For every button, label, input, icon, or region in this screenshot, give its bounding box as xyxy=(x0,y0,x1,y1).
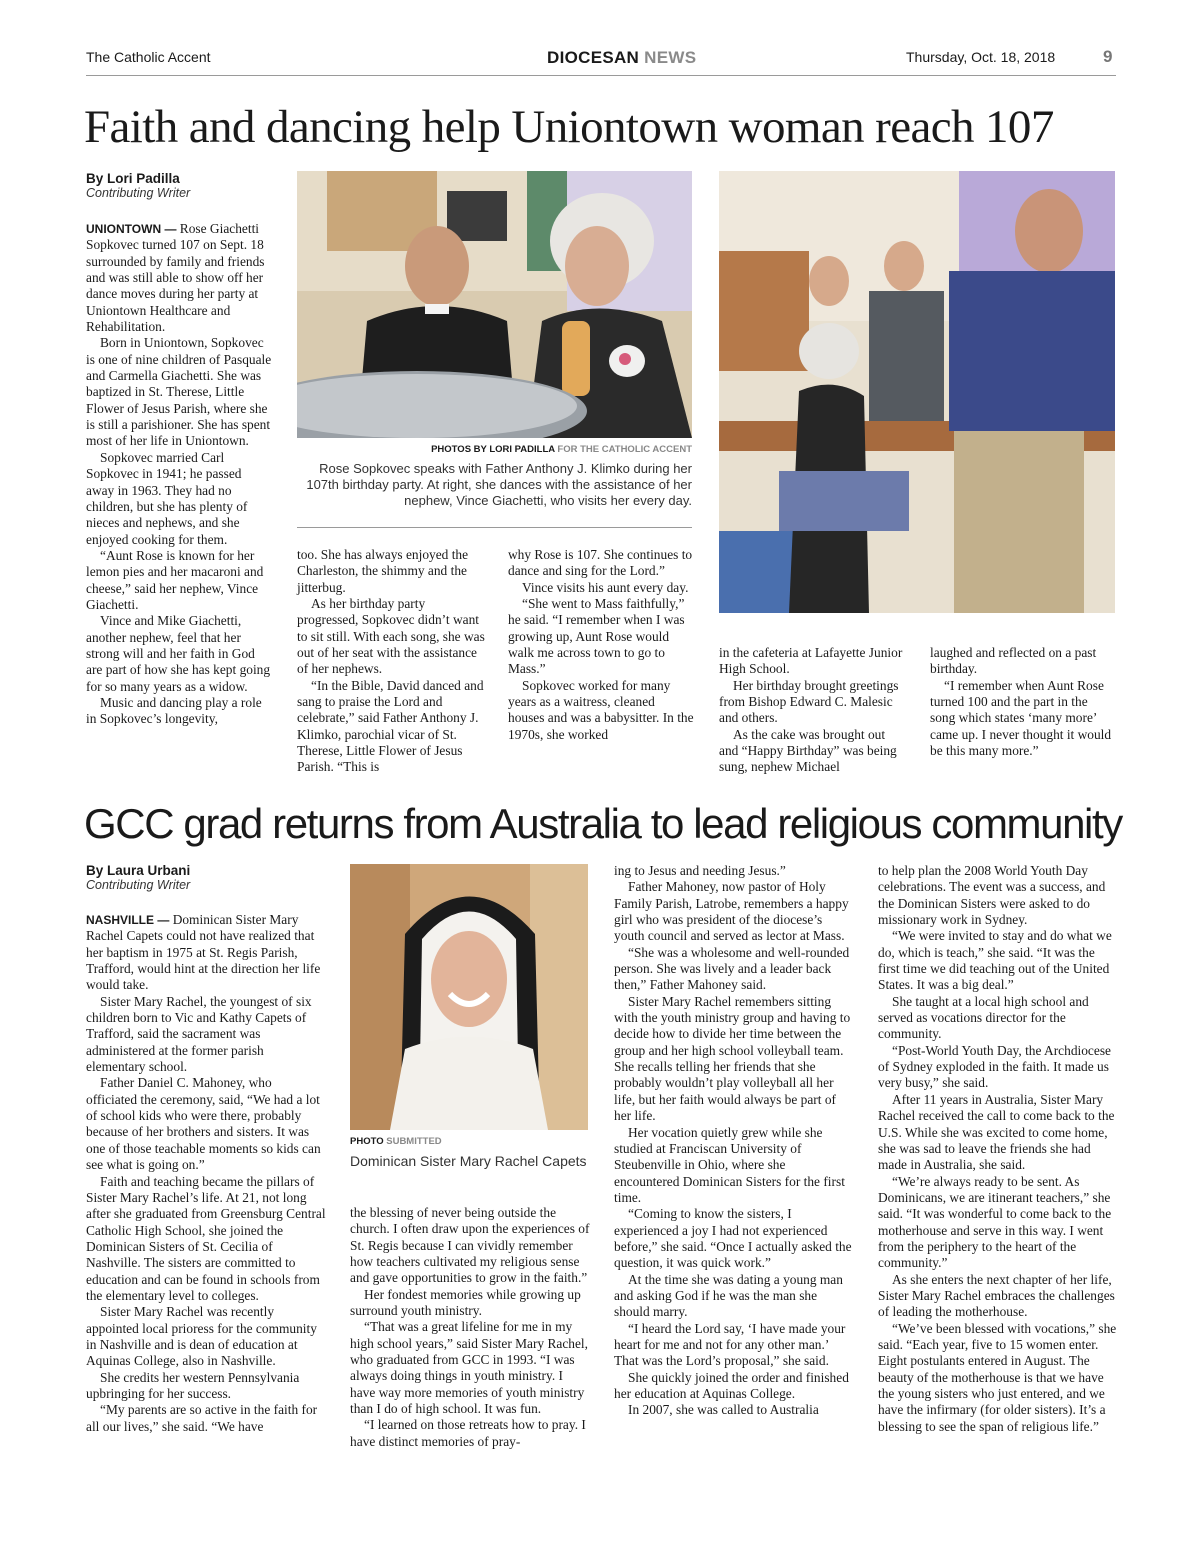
paragraph: “My parents are so active in the faith for all our lives,” she said. “We have xyxy=(86,1402,318,1434)
paragraph: Faith and teaching became the pillars of Sister Mary Rachel’s life. At 21, not long after she graduated from Greensburg Central Catholic High School, she joined the Dominican Sisters of St. Cecilia of Nashville. The sisters are committed to education and can be found in schools from the elementary level to colleges. xyxy=(86,1173,326,1303)
caption-rule xyxy=(297,527,692,528)
paragraph: “Post-World Youth Day, the Archdiocese of Sydney exploded in the faith. It made us very busy,” she said. xyxy=(878,1042,1111,1091)
paragraph: in the cafeteria at Lafayette Junior High School. xyxy=(719,645,903,677)
story1-caption: Rose Sopkovec speaks with Father Anthony J. Klimko during her 107th birthday party. At right, she dances with the assistance of her nephew, Vince Giachetti, who visits her every day. xyxy=(306,461,692,508)
story1-credit-sub: FOR THE CATHOLIC ACCENT xyxy=(557,444,692,455)
paragraph: She credits her western Pennsylvania upbringing for her success. xyxy=(86,1369,300,1401)
story2-column-1 xyxy=(86,912,326,1435)
paragraph: “Aunt Rose is known for her lemon pies and her macaroni and cheese,” said her nephew, Vince Giachetti. xyxy=(86,547,264,612)
paragraph: As her birthday party progressed, Sopkovec didn’t want to sit still. With each song, she was out of her seat with the assistance of her nephews. xyxy=(297,596,485,677)
paragraph: why Rose is 107. She continues to dance and sing for the Lord.” xyxy=(508,547,693,579)
publication-name: The Catholic Accent xyxy=(86,49,211,65)
story1-column-1 xyxy=(86,221,272,728)
paragraph: Sister Mary Rachel remembers sitting with the youth ministry group and having to decide how to divide her time between the group and her high school volleyball team. She recalls telling her friends that she probably wouldn’t play volleyball all her life, but her faith would always be part of her life. xyxy=(614,993,851,1124)
paragraph: “Coming to know the sisters, I experienced a joy I had not experienced before,” she said. “Once I actually asked the question, it was quick work.” xyxy=(614,1206,852,1271)
paragraph: As she enters the next chapter of her life, Sister Mary Rachel embraces the challenges of leading the motherhouse. xyxy=(878,1271,1115,1320)
rose-dancing-photo xyxy=(719,171,1115,613)
paragraph: At the time she was dating a young man and asking God if he was the man she should marry. xyxy=(614,1271,843,1320)
paragraph: Father Daniel C. Mahoney, who officiated the ceremony, said, “We had a lot of school kids who were there, probably because of her brothers and sisters. It was one of those teachable moments so kids can see what is going on.” xyxy=(86,1075,321,1173)
paragraph: Sopkovec married Carl Sopkovec in 1941; he passed away in 1963. They had no children, but she has plenty of nieces and nephews, and she enjoyed cooking for them. xyxy=(86,449,248,547)
paragraph: “I heard the Lord say, ‘I have made your heart for me and not for any other man.’ That was the Lord’s proposal,” she said. xyxy=(614,1320,846,1369)
paragraph: After 11 years in Australia, Sister Mary Rachel received the call to come back to the U.S. While she was excited to come home, she was sad to leave the friends she had made in Australia, she said. xyxy=(878,1091,1115,1173)
paragraph: to help plan the 2008 World Youth Day celebrations. The event was a success, and the Dominican Sisters were asked to do missionary work in Sydney. xyxy=(878,863,1106,928)
paragraph: “She went to Mass faithfully,” he said. “I remember when I was growing up, Aunt Rose would walk me across town to go to Mass.” xyxy=(508,596,685,677)
story2-column-2 xyxy=(350,1205,590,1450)
story1-credit-main: PHOTOS BY LORI PADILLA xyxy=(431,444,555,455)
paragraph: She taught at a local high school and served as vocations director for the community. xyxy=(878,993,1089,1042)
paragraph: “In the Bible, David danced and sang to praise the Lord and celebrate,” said Father Anthony J. Klimko, parochial vicar of St. Therese, Little Flower of Jesus Parish. “This is xyxy=(297,677,484,775)
story1-headline: Faith and dancing help Uniontown woman reach 107 xyxy=(84,101,1054,153)
story1-col1-p0: UNIONTOWN — Rose Giachetti Sopkovec turned 107 on Sept. 18 surrounded by family and friends and was still able to show off her dance moves during her party at Uniontown Healthcare and Rehabilitation. xyxy=(86,221,265,335)
paragraph: She quickly joined the order and finished her education at Aquinas College. xyxy=(614,1369,849,1401)
paragraph: laughed and reflected on a past birthday. xyxy=(930,645,1097,677)
paragraph: Her birthday brought greetings from Bishop Edward C. Malesic and others. xyxy=(719,677,899,726)
paragraph: “I remember when Aunt Rose turned 100 and the part in the song which states ‘many more’ came up. I never thought it would be this many more.” xyxy=(930,677,1112,759)
paragraph: Sister Mary Rachel was recently appointed local prioress for the community in Nashville and is dean of education at Aquinas College, also in Nashville. xyxy=(86,1304,317,1369)
paragraph: “I learned on those retreats how to pray. I have distinct memories of pray- xyxy=(350,1417,586,1449)
story1-column-3 xyxy=(508,547,694,743)
story1-column-5 xyxy=(930,645,1116,759)
story1-byline: By Lori Padilla xyxy=(86,171,180,186)
paragraph: Father Mahoney, now pastor of Holy Family Parish, Latrobe, remembers a happy girl who was president of the diocese’s youth council and served as lector at Mass. xyxy=(614,879,849,944)
priest-and-rose-photo xyxy=(297,171,692,438)
story1-byline-block xyxy=(86,171,190,200)
sister-portrait-photo xyxy=(350,864,588,1130)
paragraph: Her fondest memories while growing up surround youth ministry. xyxy=(350,1286,581,1319)
story2-credit-main: PHOTO xyxy=(350,1136,384,1147)
paragraph: too. She has always enjoyed the Charleston, the shimmy and the jitterbug. xyxy=(297,547,469,595)
paragraph: “We’ve been blessed with vocations,” she said. “Each year, five to 15 women enter. Eight postulants entered in August. The beauty of the motherhouse is that we have the young sisters who just entered, and we have the infirmary (for older sisters). It’s a blessing to see the span of religious life.” xyxy=(878,1320,1117,1434)
issue-date: Thursday, Oct. 18, 2018 xyxy=(906,49,1056,65)
paragraph: “We’re always ready to be sent. As Dominicans, we are itinerant teachers,” she said. “It was wonderful to come back to the motherhouse and serve in this way. I went from the periphery to the heart of the community.” xyxy=(878,1173,1112,1271)
story2-byline: By Laura Urbani xyxy=(86,863,191,878)
story1-photo-credit xyxy=(297,444,692,455)
paragraph: As the cake was brought out and “Happy Birthday” was being sung, nephew Michael xyxy=(719,726,897,775)
section-sub: NEWS xyxy=(644,48,697,67)
paragraph: “We were invited to stay and do what we do, which is teach,” she said. “It was the first time we did teaching out of the United States. It was a big deal.” xyxy=(878,928,1112,993)
story2-role: Contributing Writer xyxy=(86,878,191,892)
story2-caption: Dominican Sister Mary Rachel Capets xyxy=(350,1153,587,1169)
story1-column-4 xyxy=(719,645,907,776)
story2-dateline: NASHVILLE — xyxy=(86,913,170,927)
story1-column-2 xyxy=(297,547,487,776)
section-label xyxy=(547,48,696,68)
story2-headline: GCC grad returns from Australia to lead religious community xyxy=(84,800,1122,847)
story2-photo-credit xyxy=(350,1136,442,1147)
paragraph: Vince visits his aunt every day. xyxy=(522,579,689,595)
story1-dateline: UNIONTOWN — xyxy=(86,222,177,236)
paragraph: Sopkovec worked for many years as a waitress, cleaned houses and was a babysitter. In the 1970s, she worked xyxy=(508,677,694,742)
paragraph: ing to Jesus and needing Jesus.” xyxy=(614,863,786,878)
paragraph: Born in Uniontown, Sopkovec is one of nine children of Pasquale and Carmella Giachetti. She was baptized in St. Therese, Little Flower of Jesus Parish, where she is still a parishioner. She has spent most of her life in Uniontown. xyxy=(86,335,272,449)
page-number: 9 xyxy=(1103,47,1113,66)
paragraph: Vince and Mike Giachetti, another nephew, feel that her strong will and her faith in God are part of how she has kept going for so many years as a widow. xyxy=(86,613,271,694)
story2-credit-sub: SUBMITTED xyxy=(386,1136,442,1147)
paragraph: “That was a great lifeline for me in my high school years,” said Sister Mary Rachel, who graduated from GCC in 1993. “I was always doing things in youth ministry. I have way more memories of youth ministry than I do of high school. It was fun. xyxy=(350,1319,588,1417)
paragraph: Music and dancing play a role in Sopkovec’s longevity, xyxy=(86,694,262,727)
story2-column-3 xyxy=(614,863,854,1419)
paragraph: “She was a wholesome and well-rounded person. She was lively and a leader back then,” Father Mahoney said. xyxy=(614,944,850,993)
story2-col1-p0: NASHVILLE — Dominican Sister Mary Rachel Capets could not have realized that her baptism in 1975 at St. Regis Parish, Trafford, would hint at the direction her life would take. xyxy=(86,912,321,993)
paragraph: Sister Mary Rachel, the youngest of six children born to Vic and Kathy Capets of Trafford, said the sacrament was administered at the former parish elementary school. xyxy=(86,993,312,1075)
story2-column-4 xyxy=(878,863,1118,1435)
section-main: DIOCESAN xyxy=(547,48,640,67)
story2-byline-block xyxy=(86,863,190,892)
header-rule xyxy=(86,75,1116,76)
paragraph: Her vocation quietly grew while she studied at Franciscan University of Steubenville in Ohio, where she encountered Dominican Sisters for the first time. xyxy=(614,1124,845,1205)
paragraph: In 2007, she was called to Australia xyxy=(628,1402,819,1418)
paragraph: the blessing of never being outside the church. I often draw upon the experiences of St. Regis because I can vividly remember how teachers cultivated my religious sense and gave opportunities to grow in the faith.” xyxy=(350,1205,590,1286)
story1-role: Contributing Writer xyxy=(86,186,191,200)
